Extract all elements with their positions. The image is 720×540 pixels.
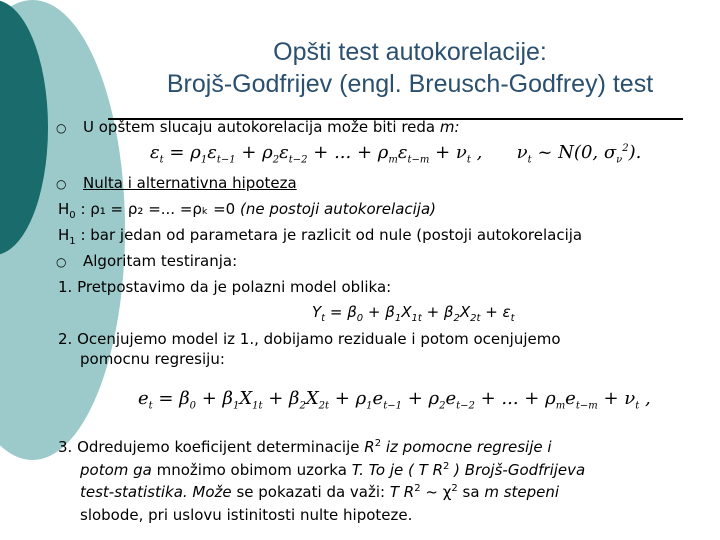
s3b-2: množimo obimom uzorka xyxy=(156,461,347,479)
hypothesis-h0 xyxy=(58,200,436,221)
s3-r: R xyxy=(364,438,375,456)
bullet-text: U opštem slucaju autokorelacija može biti reda xyxy=(83,118,436,136)
h0-sub: 0 xyxy=(69,210,76,221)
s3-text-2: iz pomocne regresije i xyxy=(385,438,552,456)
bullet-m: m: xyxy=(439,118,460,136)
bullet-hypotheses: Nulta i alternativna hipoteza xyxy=(83,174,297,192)
h1-text: : bar jedan od parametara je razlicit od nule (postoji autokorelacija xyxy=(80,226,583,244)
s3-sup: 2 xyxy=(374,438,382,449)
s3c-4: ~ χ xyxy=(420,483,452,501)
step-2-line-1: 2. Ocenjujemo model iz 1., dobijamo reziduale i potom ocenjujemo xyxy=(58,330,561,348)
hypothesis-h1 xyxy=(58,226,582,247)
s3c-sup2: 2 xyxy=(451,483,458,494)
s3b-4: ) Brojš-Godfrijeva xyxy=(454,461,586,479)
h1-sub: 1 xyxy=(69,236,76,247)
s3b-sup: 2 xyxy=(443,461,450,472)
s3c-1: test-statistika. Može xyxy=(80,483,232,501)
s3c-3: T R xyxy=(389,483,415,501)
step-3-line-3 xyxy=(80,483,559,501)
bullet-autocorrelation-order xyxy=(83,118,460,136)
s3c-6: m stepeni xyxy=(484,483,560,501)
title-line-1: Opšti test autokorelacije: xyxy=(273,38,547,66)
s3-text: 3. Odredujemo koeficijent determinacije xyxy=(58,438,360,456)
step-2-line-2: pomocnu regresiju: xyxy=(80,350,225,368)
step-3-line-2 xyxy=(80,461,585,479)
s3c-5: sa xyxy=(457,483,480,501)
slide-title xyxy=(110,36,710,100)
title-line-2: Brojš-Godfrijev (engl. Breusch-Godfrey) test xyxy=(166,70,654,98)
h0-text: : ρ₁ = ρ₂ =... =ρₖ =0 xyxy=(80,200,236,218)
step-1: 1. Pretpostavimo da je polazni model oblika: xyxy=(58,278,392,296)
equation-ar-process: $\varepsilon_t = \rho_1\varepsilon_{t-1} + \rho_2\varepsilon_{t-2}$ + ... + $\rho_m\varepsilon_{t-m} + \nu_t$ , $\nu_t$ ~ N(0, $\sigma_\nu^2$). xyxy=(150,142,642,166)
step-3-line-1 xyxy=(58,438,552,456)
step-3-line-4: slobode, pri uslovu istinitosti nulte hipoteze. xyxy=(80,506,413,524)
h0-note: (ne postoji autokorelacija) xyxy=(239,200,437,218)
s3b-1: potom ga xyxy=(80,461,152,479)
bullet-circle-icon: ○ xyxy=(56,255,67,269)
s3b-3: T. To je ( T R xyxy=(351,461,444,479)
s3c-2: se pokazati da važi: xyxy=(236,483,386,501)
bullet-algorithm: Algoritam testiranja: xyxy=(83,252,238,270)
equation-auxiliary-regression: $e_t = \beta_0 + \beta_1X_{1t} + \beta_2X_{2t} + \rho_1e_{t-1} + \rho_2e_{t-2}$ + ... + $\rho_me_{t-m} + \nu_t$ , xyxy=(138,388,651,412)
h0-label: H xyxy=(58,200,70,218)
s3c-sup1: 2 xyxy=(414,483,421,494)
bullet-circle-icon: ○ xyxy=(56,177,67,191)
bullet-circle-icon: ○ xyxy=(56,121,67,135)
equation-model: $Y_t = \beta_0 + \beta_1X_{1t} + \beta_2X_{2t} + \varepsilon_t$ xyxy=(312,303,515,324)
h1-label: H xyxy=(58,226,70,244)
